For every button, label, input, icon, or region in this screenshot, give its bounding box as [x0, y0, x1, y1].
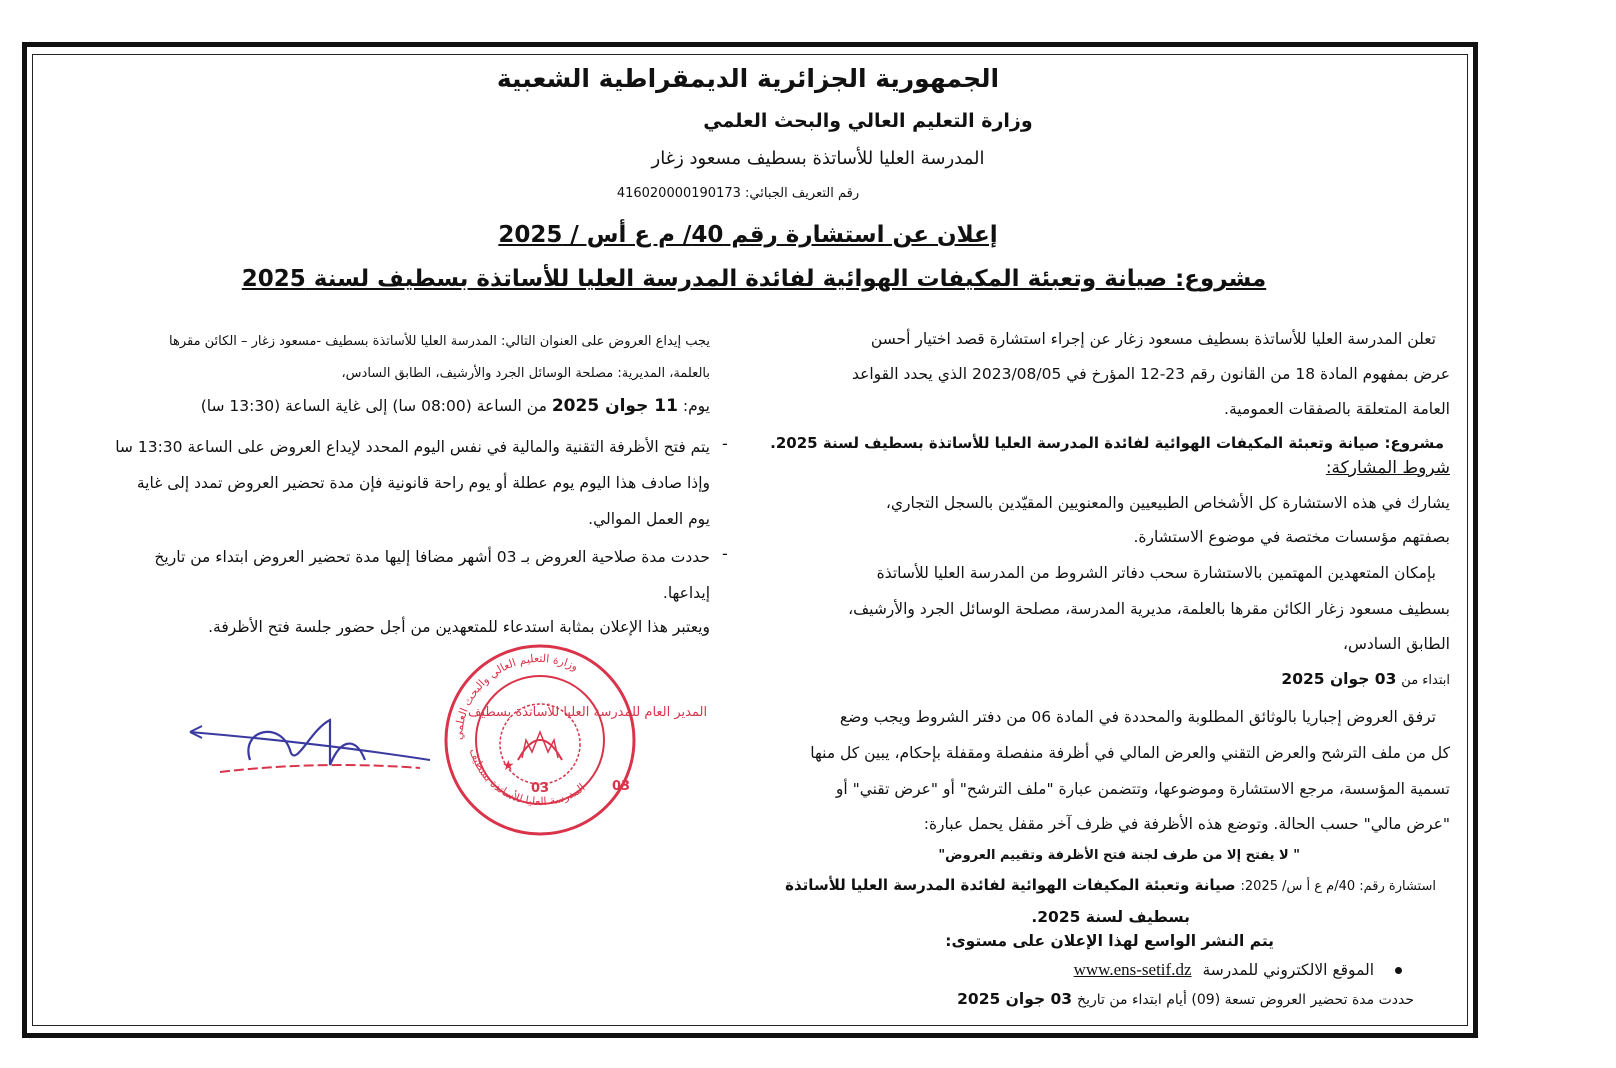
conditions-title: شروط المشاركة: [1325, 458, 1450, 478]
website-link[interactable]: www.ens-setif.dz [1073, 960, 1192, 979]
day-date: 11 جوان 2025 [551, 396, 678, 416]
validity-line: إيداعها. [662, 584, 710, 602]
deposit-line: يجب إيداع العروض على العنوان التالي: المدرسة العليا للأساتذة بسطيف -مسعود زغار – الكائن مقرها [169, 334, 710, 349]
opening-line: وإذا صادف هذا اليوم يوم عطلة أو يوم راحة قانونية فإن مدة تحضير العروض تمدد إلى غاية [136, 474, 710, 492]
dash-bullet: - [722, 544, 728, 563]
withdraw-line: بإمكان المتعهدين المهتمين بالاستشارة سحب دفاتر الشروط من المدرسة العليا للأساتذة [876, 564, 1436, 582]
invitation-line: ويعتبر هذا الإعلان بمثابة استدعاء للمتعهدين من أجل حضور جلسة فتح الأظرفة. [208, 618, 710, 636]
duration-text: حددت مدة تحضير العروض تسعة (09) أيام ابتداء من تاريخ [1077, 992, 1414, 1008]
bullet-icon [1395, 967, 1402, 974]
docs-line: كل من ملف الترشح والعرض التقني والعرض المالي في أظرفة منفصلة ومقفلة بإحكام، يبين كل منها [810, 744, 1450, 762]
day-label: يوم: [682, 397, 710, 415]
opening-line: يتم فتح الأظرفة التقنية والمالية في نفس اليوم المحدد لإيداع العروض على الساعة 13:30 سا [115, 438, 710, 456]
website-line [1074, 960, 1402, 980]
consult-label: استشارة رقم: 40/م ع أ س/ 2025: [1240, 879, 1436, 894]
do-not-open-text: " لا يفتح إلا من طرف لجنة فتح الأظرفة وتقييم العروض" [938, 848, 1300, 863]
website-label: الموقع الالكتروني للمدرسة [1202, 961, 1375, 979]
intro-line: عرض بمفهوم المادة 18 من القانون رقم 23-12 المؤرخ في 2023/08/05 الذي يحدد القواعد [851, 365, 1450, 383]
duration-date: 03 جوان 2025 [957, 990, 1073, 1008]
from-date: 03 جوان 2025 [1281, 670, 1397, 688]
announcement-title: إعلان عن استشارة رقم 40/ م ع أس / 2025 [498, 222, 998, 248]
republic-title: الجمهورية الجزائرية الديمقراطية الشعبية [496, 64, 1000, 93]
star-icon: ★ [502, 758, 515, 774]
stamp-number: 03 [530, 781, 550, 796]
dash-bullet: - [722, 434, 728, 453]
right-column [770, 330, 1450, 1030]
docs-line: "عرض مالي" حسب الحالة. وتوضع هذه الأظرفة في ظرف آخر مقفل يحمل عبارة: [923, 815, 1450, 833]
consult-line [785, 876, 1436, 894]
signature-stamp-text: المدير العام للمدرسة العليا للأساتذة بسطيف [468, 705, 708, 720]
deposit-line: بالعلمة، المديرية: مصلحة الوسائل الجرد والأرشيف، الطابق السادس، [341, 366, 710, 381]
participation-line: بصفتهم مؤسسات مختصة في موضوع الاستشارة. [1133, 528, 1450, 546]
project-title: مشروع: صيانة وتعبئة المكيفات الهوائية لفائدة المدرسة العليا للأساتذة بسطيف لسنة 2025 [241, 266, 1267, 292]
docs-line: تسمية المؤسسة، مرجع الاستشارة وموضوعها، وتتضمن عبارة "ملف الترشح" أو "عرض تقني" أو [835, 780, 1450, 798]
school-name: المدرسة العليا للأساتذة بسطيف مسعود زغار [651, 148, 985, 169]
participation-line: يشارك في هذه الاستشارة كل الأشخاص الطبيعيين والمعنويين المقيّدين بالسجل التجاري، [885, 494, 1450, 512]
withdraw-line: الطابق السادس، [1342, 635, 1450, 653]
from-date-line [1281, 670, 1450, 688]
intro-line: تعلن المدرسة العليا للأساتذة بسطيف مسعود زغار عن إجراء استشارة قصد اختيار أحسن [870, 330, 1436, 348]
stamp-number: 03 [612, 779, 631, 794]
from-label: ابتداء من [1401, 673, 1450, 688]
signature-icon [248, 720, 365, 765]
consult-subject: صيانة وتعبئة المكيفات الهوائية لفائدة المدرسة العليا للأساتذة [785, 876, 1236, 894]
opening-line: يوم العمل الموالي. [588, 510, 710, 528]
left-column [70, 330, 728, 650]
day-time: من الساعة (08:00 سا) إلى غاية الساعة (13:30 سا) [200, 397, 547, 415]
project-line: مشروع: صيانة وتعبئة المكيفات الهوائية لفائدة المدرسة العليا للأساتذة بسطيف لسنة 2025. [770, 434, 1444, 452]
day-line [201, 396, 710, 416]
intro-line: العامة المتعلقة بالصفقات العمومية. [1224, 400, 1450, 418]
tax-id: رقم التعريف الجبائي: 416020000190173 [616, 186, 860, 201]
stamp-ring-text: وزارة التعليم العالي والبحث العلمي [451, 651, 581, 741]
consult-end: بسطيف لسنة 2025. [1031, 908, 1190, 926]
ministry-title: وزارة التعليم العالي والبحث العلمي [703, 110, 1033, 132]
publish-title: يتم النشر الواسع لهذا الإعلان على مستوى: [945, 932, 1274, 950]
docs-line: ترفق العروض إجباريا بالوثائق المطلوبة والمحددة في المادة 06 من دفتر الشروط ويجب وضع [839, 708, 1436, 726]
validity-line: حددت مدة صلاحية العروض بـ 03 أشهر مضافا إليها مدة تحضير العروض ابتداء من تاريخ [154, 548, 710, 566]
duration-line [957, 990, 1414, 1008]
official-round-stamp [440, 640, 640, 840]
withdraw-line: بسطيف مسعود زغار الكائن مقرها بالعلمة، مديرية المدرسة، مصلحة الوسائل الجرد والأرشيف، [848, 600, 1450, 618]
stamp-ring-bottom-text: المدرسة العليا للأساتذة بسطيف [466, 746, 588, 809]
